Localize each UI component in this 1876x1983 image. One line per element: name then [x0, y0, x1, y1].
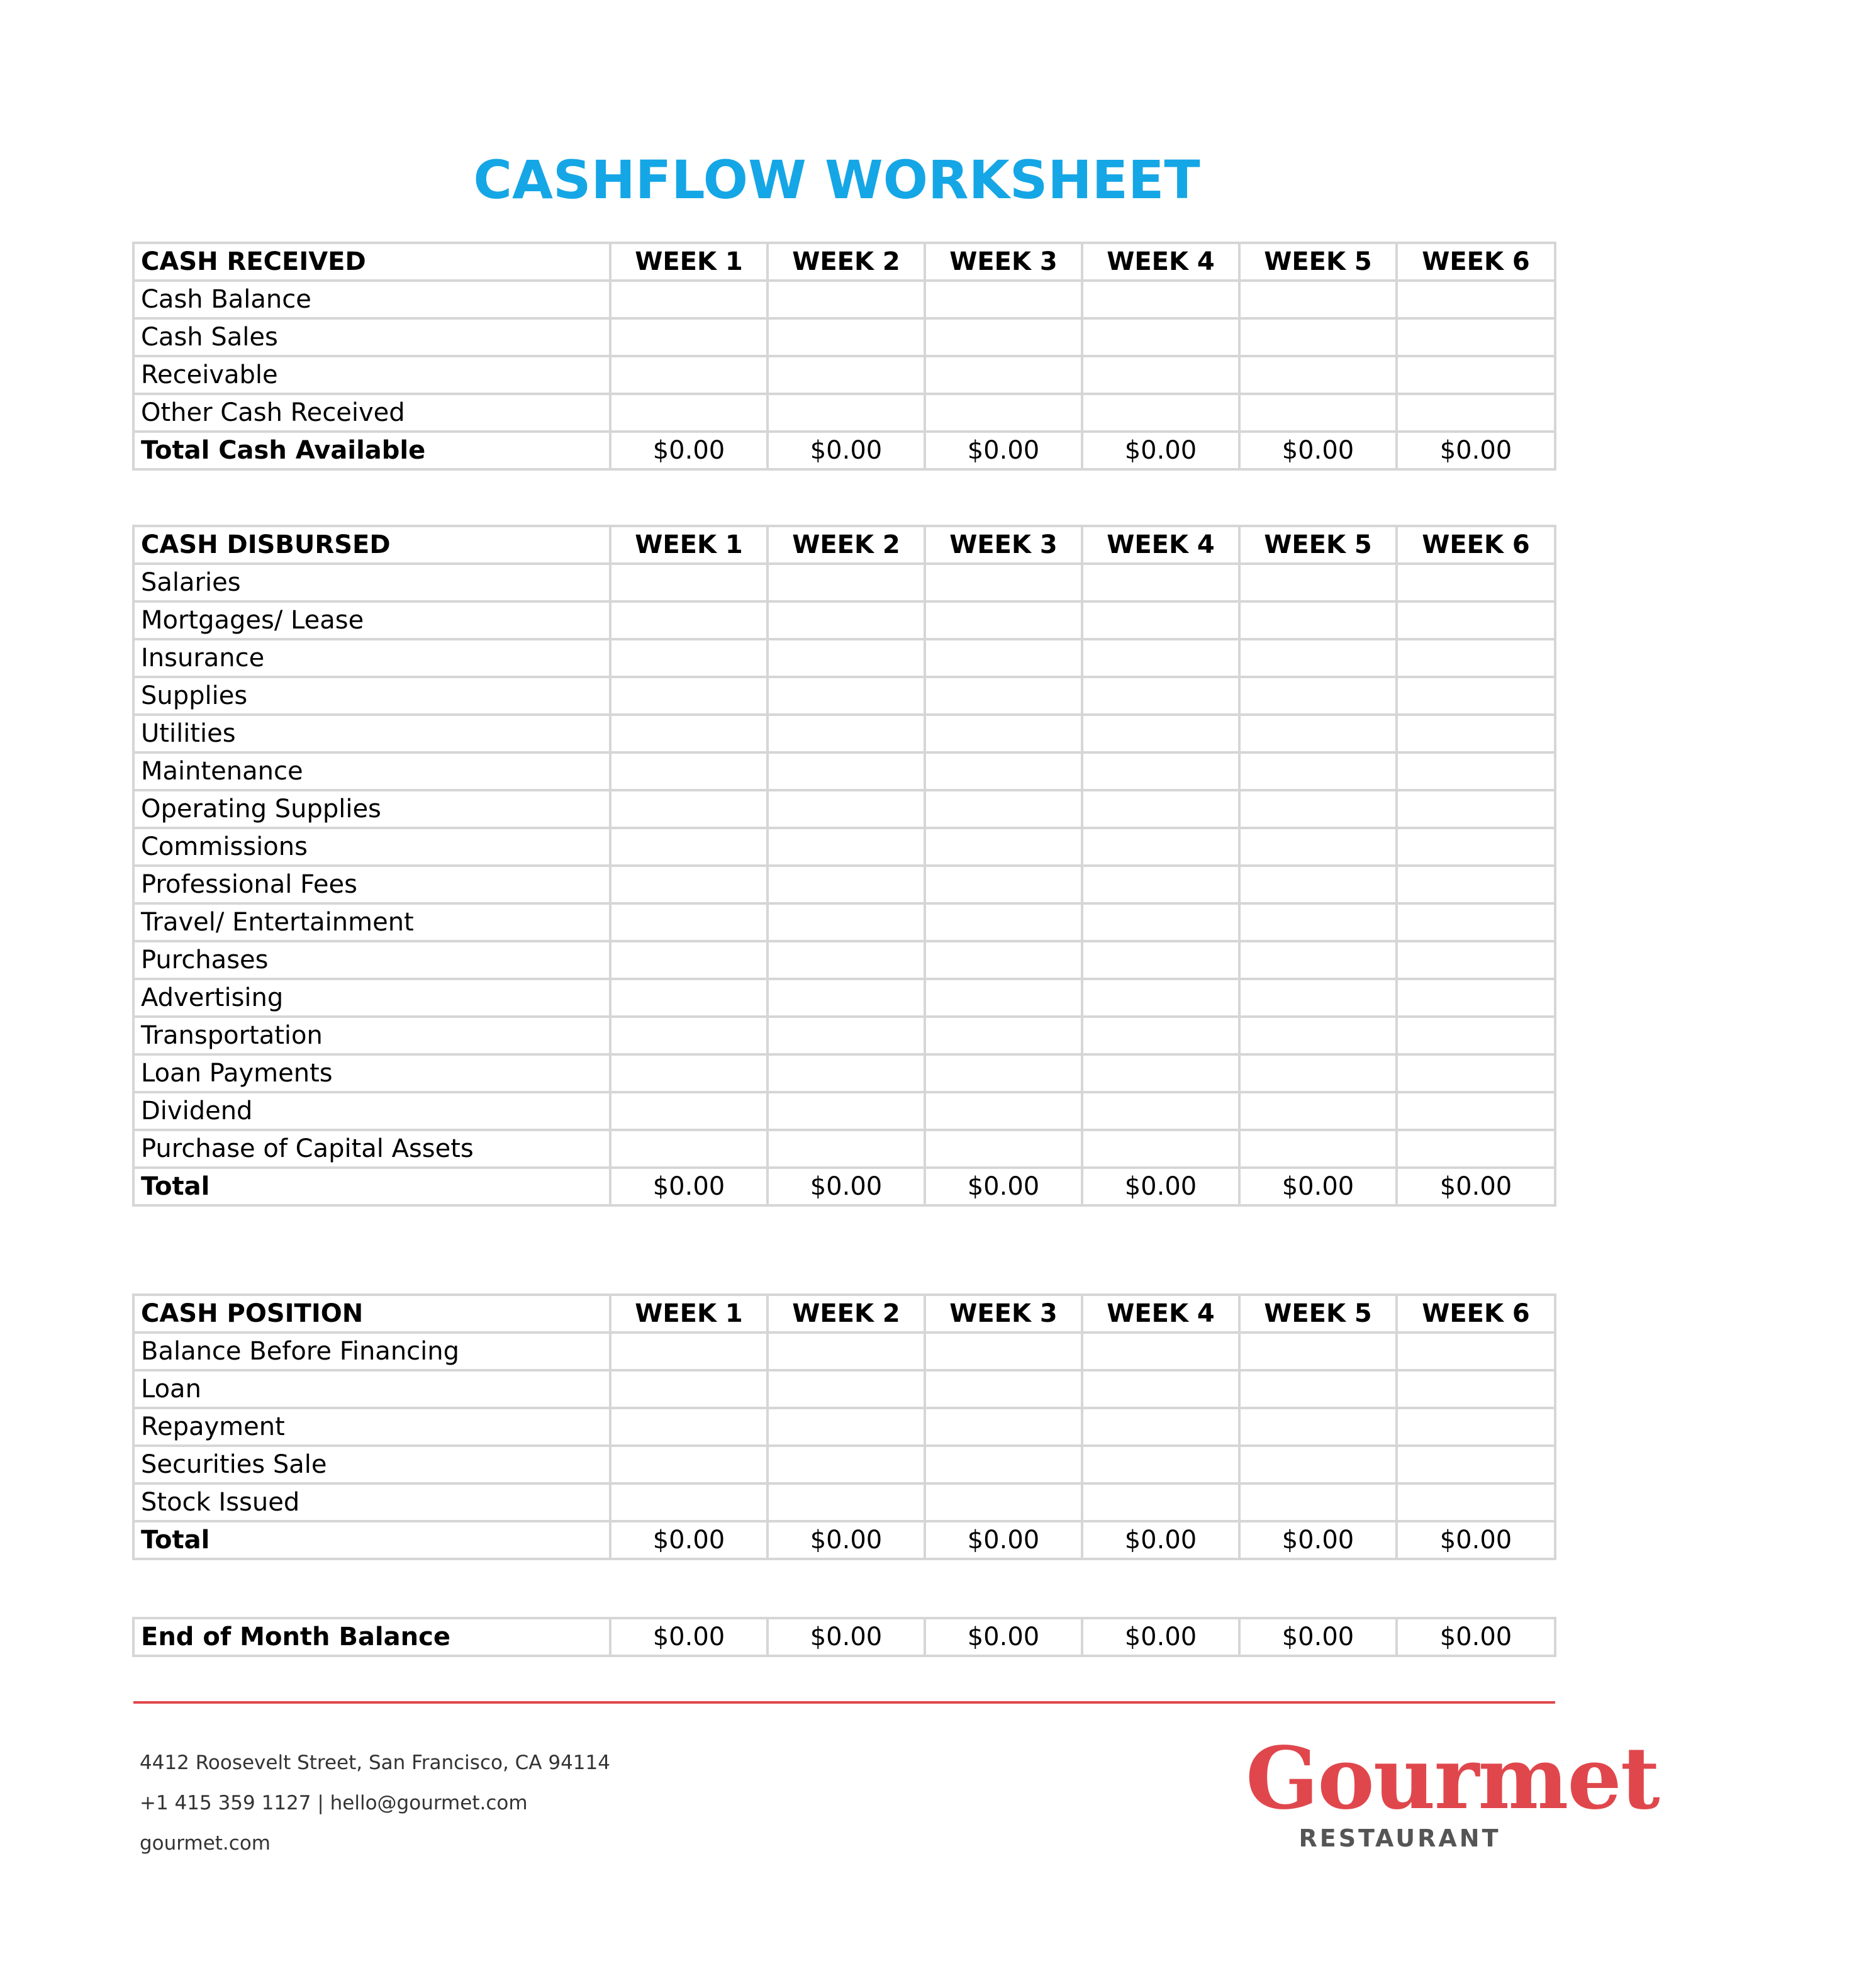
- week-column-header: WEEK 6: [1397, 1295, 1555, 1332]
- input-cell[interactable]: [1082, 1370, 1239, 1408]
- table-row: [133, 790, 1555, 828]
- input-cell[interactable]: [1239, 1408, 1397, 1446]
- input-cell[interactable]: [1397, 941, 1555, 979]
- input-cell[interactable]: [1082, 941, 1239, 979]
- input-cell[interactable]: [1397, 601, 1555, 639]
- input-cell[interactable]: [1397, 715, 1555, 752]
- input-cell[interactable]: [1082, 394, 1239, 432]
- input-cell[interactable]: [610, 752, 768, 790]
- footer-divider: [133, 1701, 1555, 1704]
- week-column-header: WEEK 1: [610, 1295, 768, 1332]
- total-value[interactable]: $0.00: [1239, 1168, 1397, 1205]
- gourmet-logo: [1246, 1728, 1659, 1857]
- input-cell[interactable]: [925, 1092, 1082, 1130]
- input-cell[interactable]: [610, 601, 768, 639]
- input-cell[interactable]: [925, 903, 1082, 941]
- input-cell[interactable]: [1397, 979, 1555, 1017]
- input-cell[interactable]: [1397, 1446, 1555, 1483]
- row-label: Loan Payments: [133, 1054, 610, 1092]
- week-column-header: WEEK 5: [1239, 1295, 1397, 1332]
- week-column-header: WEEK 1: [610, 526, 768, 564]
- total-value[interactable]: $0.00: [1239, 1521, 1397, 1559]
- section-header: CASH DISBURSED: [133, 526, 610, 564]
- total-value[interactable]: $0.00: [1397, 1521, 1555, 1559]
- input-cell[interactable]: [925, 318, 1082, 356]
- table-row: [133, 752, 1555, 790]
- week-column-header: WEEK 1: [610, 243, 768, 281]
- input-cell[interactable]: [1239, 356, 1397, 394]
- footer-contact: +1 415 359 1127 | hello@gourmet.com: [140, 1792, 528, 1814]
- input-cell[interactable]: [1082, 564, 1239, 601]
- table-row: [133, 1446, 1555, 1483]
- cash-position-table: [132, 1293, 1556, 1560]
- row-label: Salaries: [133, 564, 610, 601]
- input-cell[interactable]: [1239, 1332, 1397, 1370]
- input-cell[interactable]: [1397, 790, 1555, 828]
- input-cell[interactable]: [768, 601, 925, 639]
- table-row: [133, 1370, 1555, 1408]
- input-cell[interactable]: [1239, 903, 1397, 941]
- end-balance-value[interactable]: $0.00: [1082, 1618, 1239, 1656]
- row-label: Mortgages/ Lease: [133, 601, 610, 639]
- table-row: [133, 1332, 1555, 1370]
- input-cell[interactable]: [1082, 1054, 1239, 1092]
- input-cell[interactable]: [1082, 1130, 1239, 1168]
- end-balance-label: End of Month Balance: [133, 1618, 610, 1656]
- input-cell[interactable]: [925, 866, 1082, 903]
- row-label: Travel/ Entertainment: [133, 903, 610, 941]
- row-label: Operating Supplies: [133, 790, 610, 828]
- input-cell[interactable]: [610, 828, 768, 866]
- header-row: [133, 526, 1555, 564]
- row-label: Securities Sale: [133, 1446, 610, 1483]
- section-header: CASH POSITION: [133, 1295, 610, 1332]
- total-row: [133, 1168, 1555, 1205]
- input-cell[interactable]: [925, 828, 1082, 866]
- total-value[interactable]: $0.00: [1239, 432, 1397, 469]
- input-cell[interactable]: [1239, 639, 1397, 677]
- table-row: [133, 394, 1555, 432]
- input-cell[interactable]: [1082, 318, 1239, 356]
- input-cell[interactable]: [925, 639, 1082, 677]
- week-column-header: WEEK 4: [1082, 526, 1239, 564]
- week-column-header: WEEK 6: [1397, 526, 1555, 564]
- input-cell[interactable]: [925, 281, 1082, 318]
- input-cell[interactable]: [610, 318, 768, 356]
- input-cell[interactable]: [925, 677, 1082, 715]
- table-row: [133, 601, 1555, 639]
- total-value[interactable]: $0.00: [610, 1521, 768, 1559]
- row-label: Purchase of Capital Assets: [133, 1130, 610, 1168]
- total-row: [133, 1521, 1555, 1559]
- input-cell[interactable]: [768, 1130, 925, 1168]
- input-cell[interactable]: [610, 1483, 768, 1521]
- cash-received-table: [132, 242, 1556, 471]
- input-cell[interactable]: [925, 1130, 1082, 1168]
- input-cell[interactable]: [768, 1408, 925, 1446]
- input-cell[interactable]: [925, 564, 1082, 601]
- row-label: Professional Fees: [133, 866, 610, 903]
- input-cell[interactable]: [768, 564, 925, 601]
- input-cell[interactable]: [1239, 677, 1397, 715]
- input-cell[interactable]: [1082, 715, 1239, 752]
- week-column-header: WEEK 4: [1082, 1295, 1239, 1332]
- table-row: [133, 356, 1555, 394]
- input-cell[interactable]: [1397, 1370, 1555, 1408]
- end-balance-value[interactable]: $0.00: [925, 1618, 1082, 1656]
- row-label: Stock Issued: [133, 1483, 610, 1521]
- week-column-header: WEEK 5: [1239, 526, 1397, 564]
- end-balance-value[interactable]: $0.00: [610, 1618, 768, 1656]
- input-cell[interactable]: [925, 601, 1082, 639]
- table-row: [133, 564, 1555, 601]
- week-column-header: WEEK 3: [925, 243, 1082, 281]
- input-cell[interactable]: [1082, 790, 1239, 828]
- input-cell[interactable]: [768, 903, 925, 941]
- week-column-header: WEEK 2: [768, 526, 925, 564]
- footer-website: gourmet.com: [140, 1832, 271, 1855]
- cash-disbursed-table: [132, 525, 1556, 1207]
- input-cell[interactable]: [1082, 356, 1239, 394]
- week-column-header: WEEK 3: [925, 1295, 1082, 1332]
- row-label: Insurance: [133, 639, 610, 677]
- input-cell[interactable]: [768, 979, 925, 1017]
- input-cell[interactable]: [925, 1332, 1082, 1370]
- input-cell[interactable]: [1082, 979, 1239, 1017]
- end-balance-value[interactable]: $0.00: [768, 1618, 925, 1656]
- logo-wordmark: Gourmet: [1246, 1728, 1659, 1829]
- input-cell[interactable]: [1397, 1483, 1555, 1521]
- input-cell[interactable]: [1082, 601, 1239, 639]
- input-cell[interactable]: [768, 866, 925, 903]
- input-cell[interactable]: [1397, 394, 1555, 432]
- header-row: [133, 1295, 1555, 1332]
- input-cell[interactable]: [1239, 1054, 1397, 1092]
- table-row: [133, 941, 1555, 979]
- total-value[interactable]: $0.00: [1082, 432, 1239, 469]
- table-row: [133, 715, 1555, 752]
- input-cell[interactable]: [1397, 828, 1555, 866]
- input-cell[interactable]: [1082, 1446, 1239, 1483]
- input-cell[interactable]: [610, 866, 768, 903]
- row-label: Loan: [133, 1370, 610, 1408]
- total-value[interactable]: $0.00: [925, 1521, 1082, 1559]
- input-cell[interactable]: [768, 715, 925, 752]
- input-cell[interactable]: [1397, 1332, 1555, 1370]
- end-of-month-balance-table: [132, 1617, 1556, 1657]
- header-row: [133, 243, 1555, 281]
- input-cell[interactable]: [1239, 1130, 1397, 1168]
- input-cell[interactable]: [610, 1130, 768, 1168]
- input-cell[interactable]: [925, 1446, 1082, 1483]
- input-cell[interactable]: [925, 394, 1082, 432]
- logo-subtitle: RESTAURANT: [1298, 1824, 1501, 1852]
- table-row: [133, 1408, 1555, 1446]
- total-label: Total Cash Available: [133, 432, 610, 469]
- input-cell[interactable]: [1397, 1017, 1555, 1054]
- input-cell[interactable]: [925, 1483, 1082, 1521]
- table-row: [133, 1017, 1555, 1054]
- total-value[interactable]: $0.00: [610, 432, 768, 469]
- input-cell[interactable]: [610, 715, 768, 752]
- total-value[interactable]: $0.00: [768, 1521, 925, 1559]
- input-cell[interactable]: [925, 715, 1082, 752]
- input-cell[interactable]: [610, 790, 768, 828]
- total-label: Total: [133, 1521, 610, 1559]
- section-header: CASH RECEIVED: [133, 243, 610, 281]
- footer-address: 4412 Roosevelt Street, San Francisco, CA 94114: [140, 1751, 610, 1774]
- total-value[interactable]: $0.00: [1082, 1168, 1239, 1205]
- row-label: Maintenance: [133, 752, 610, 790]
- input-cell[interactable]: [1397, 677, 1555, 715]
- input-cell[interactable]: [1239, 715, 1397, 752]
- input-cell[interactable]: [610, 281, 768, 318]
- page-title: CASHFLOW WORKSHEET: [473, 149, 1200, 211]
- input-cell[interactable]: [768, 356, 925, 394]
- input-cell[interactable]: [610, 1408, 768, 1446]
- input-cell[interactable]: [768, 639, 925, 677]
- row-label: Transportation: [133, 1017, 610, 1054]
- input-cell[interactable]: [1082, 752, 1239, 790]
- input-cell[interactable]: [1239, 281, 1397, 318]
- input-cell[interactable]: [1239, 1446, 1397, 1483]
- input-cell[interactable]: [768, 828, 925, 866]
- row-label: Dividend: [133, 1092, 610, 1130]
- total-value[interactable]: $0.00: [925, 1168, 1082, 1205]
- input-cell[interactable]: [1082, 1332, 1239, 1370]
- input-cell[interactable]: [1397, 903, 1555, 941]
- table-row: [133, 979, 1555, 1017]
- table-row: [133, 677, 1555, 715]
- input-cell[interactable]: [1397, 1130, 1555, 1168]
- row-label: Receivable: [133, 356, 610, 394]
- input-cell[interactable]: [1239, 752, 1397, 790]
- input-cell[interactable]: [610, 1370, 768, 1408]
- input-cell[interactable]: [1082, 1092, 1239, 1130]
- input-cell[interactable]: [610, 1446, 768, 1483]
- input-cell[interactable]: [1082, 828, 1239, 866]
- input-cell[interactable]: [768, 318, 925, 356]
- row-label: Repayment: [133, 1408, 610, 1446]
- row-label: Balance Before Financing: [133, 1332, 610, 1370]
- input-cell[interactable]: [1397, 639, 1555, 677]
- week-column-header: WEEK 4: [1082, 243, 1239, 281]
- input-cell[interactable]: [768, 790, 925, 828]
- total-row: [133, 432, 1555, 469]
- input-cell[interactable]: [768, 1483, 925, 1521]
- week-column-header: WEEK 6: [1397, 243, 1555, 281]
- input-cell[interactable]: [768, 677, 925, 715]
- input-cell[interactable]: [610, 979, 768, 1017]
- input-cell[interactable]: [1239, 941, 1397, 979]
- input-cell[interactable]: [1239, 601, 1397, 639]
- input-cell[interactable]: [1239, 318, 1397, 356]
- input-cell[interactable]: [1239, 564, 1397, 601]
- input-cell[interactable]: [925, 1370, 1082, 1408]
- input-cell[interactable]: [925, 790, 1082, 828]
- input-cell[interactable]: [768, 281, 925, 318]
- input-cell[interactable]: [610, 394, 768, 432]
- input-cell[interactable]: [1239, 979, 1397, 1017]
- input-cell[interactable]: [1239, 1370, 1397, 1408]
- total-value[interactable]: $0.00: [1397, 1168, 1555, 1205]
- end-balance-value[interactable]: $0.00: [1239, 1618, 1397, 1656]
- input-cell[interactable]: [1397, 1092, 1555, 1130]
- input-cell[interactable]: [925, 356, 1082, 394]
- input-cell[interactable]: [1397, 356, 1555, 394]
- week-column-header: WEEK 3: [925, 526, 1082, 564]
- input-cell[interactable]: [610, 1054, 768, 1092]
- total-label: Total: [133, 1168, 610, 1205]
- input-cell[interactable]: [1239, 866, 1397, 903]
- row-label: Advertising: [133, 979, 610, 1017]
- input-cell[interactable]: [610, 639, 768, 677]
- input-cell[interactable]: [768, 1017, 925, 1054]
- input-cell[interactable]: [610, 903, 768, 941]
- table-row: [133, 866, 1555, 903]
- week-column-header: WEEK 2: [768, 243, 925, 281]
- input-cell[interactable]: [1239, 1483, 1397, 1521]
- row-label: Cash Sales: [133, 318, 610, 356]
- input-cell[interactable]: [768, 1446, 925, 1483]
- input-cell[interactable]: [768, 941, 925, 979]
- row-label: Commissions: [133, 828, 610, 866]
- row-label: Purchases: [133, 941, 610, 979]
- input-cell[interactable]: [1082, 1483, 1239, 1521]
- input-cell[interactable]: [610, 1332, 768, 1370]
- end-balance-value[interactable]: $0.00: [1397, 1618, 1555, 1656]
- input-cell[interactable]: [1397, 1054, 1555, 1092]
- input-cell[interactable]: [1082, 281, 1239, 318]
- input-cell[interactable]: [610, 1017, 768, 1054]
- input-cell[interactable]: [610, 941, 768, 979]
- row-label: Other Cash Received: [133, 394, 610, 432]
- input-cell[interactable]: [1397, 564, 1555, 601]
- input-cell[interactable]: [1082, 1408, 1239, 1446]
- input-cell[interactable]: [1239, 1092, 1397, 1130]
- week-column-header: WEEK 5: [1239, 243, 1397, 281]
- input-cell[interactable]: [925, 941, 1082, 979]
- input-cell[interactable]: [925, 1408, 1082, 1446]
- input-cell[interactable]: [768, 752, 925, 790]
- table-row: [133, 1054, 1555, 1092]
- input-cell[interactable]: [768, 394, 925, 432]
- input-cell[interactable]: [1082, 677, 1239, 715]
- week-column-header: WEEK 2: [768, 1295, 925, 1332]
- input-cell[interactable]: [610, 564, 768, 601]
- row-label: Supplies: [133, 677, 610, 715]
- input-cell[interactable]: [1082, 903, 1239, 941]
- input-cell[interactable]: [925, 752, 1082, 790]
- table-row: [133, 639, 1555, 677]
- total-value[interactable]: $0.00: [610, 1168, 768, 1205]
- input-cell[interactable]: [1397, 318, 1555, 356]
- input-cell[interactable]: [768, 1092, 925, 1130]
- row-label: Cash Balance: [133, 281, 610, 318]
- input-cell[interactable]: [1082, 639, 1239, 677]
- table-row: [133, 1130, 1555, 1168]
- input-cell[interactable]: [768, 1054, 925, 1092]
- total-value[interactable]: $0.00: [768, 1168, 925, 1205]
- table-row: [133, 828, 1555, 866]
- table-row: [133, 1483, 1555, 1521]
- table-row: [133, 1092, 1555, 1130]
- table-row: [133, 903, 1555, 941]
- input-cell[interactable]: [1082, 866, 1239, 903]
- input-cell[interactable]: [925, 1054, 1082, 1092]
- table-row: [133, 281, 1555, 318]
- input-cell[interactable]: [1239, 828, 1397, 866]
- total-value[interactable]: $0.00: [925, 432, 1082, 469]
- table-row: [133, 318, 1555, 356]
- input-cell[interactable]: [1397, 866, 1555, 903]
- input-cell[interactable]: [925, 979, 1082, 1017]
- input-cell[interactable]: [1239, 394, 1397, 432]
- input-cell[interactable]: [1239, 1017, 1397, 1054]
- input-cell[interactable]: [1239, 790, 1397, 828]
- input-cell[interactable]: [610, 677, 768, 715]
- total-value[interactable]: $0.00: [1397, 432, 1555, 469]
- input-cell[interactable]: [1397, 1408, 1555, 1446]
- input-cell[interactable]: [1397, 281, 1555, 318]
- input-cell[interactable]: [1397, 752, 1555, 790]
- input-cell[interactable]: [610, 1092, 768, 1130]
- input-cell[interactable]: [610, 356, 768, 394]
- input-cell[interactable]: [768, 1332, 925, 1370]
- row-label: Utilities: [133, 715, 610, 752]
- input-cell[interactable]: [925, 1017, 1082, 1054]
- total-value[interactable]: $0.00: [1082, 1521, 1239, 1559]
- end-balance-row: [133, 1618, 1555, 1656]
- input-cell[interactable]: [1082, 1017, 1239, 1054]
- total-value[interactable]: $0.00: [768, 432, 925, 469]
- input-cell[interactable]: [768, 1370, 925, 1408]
